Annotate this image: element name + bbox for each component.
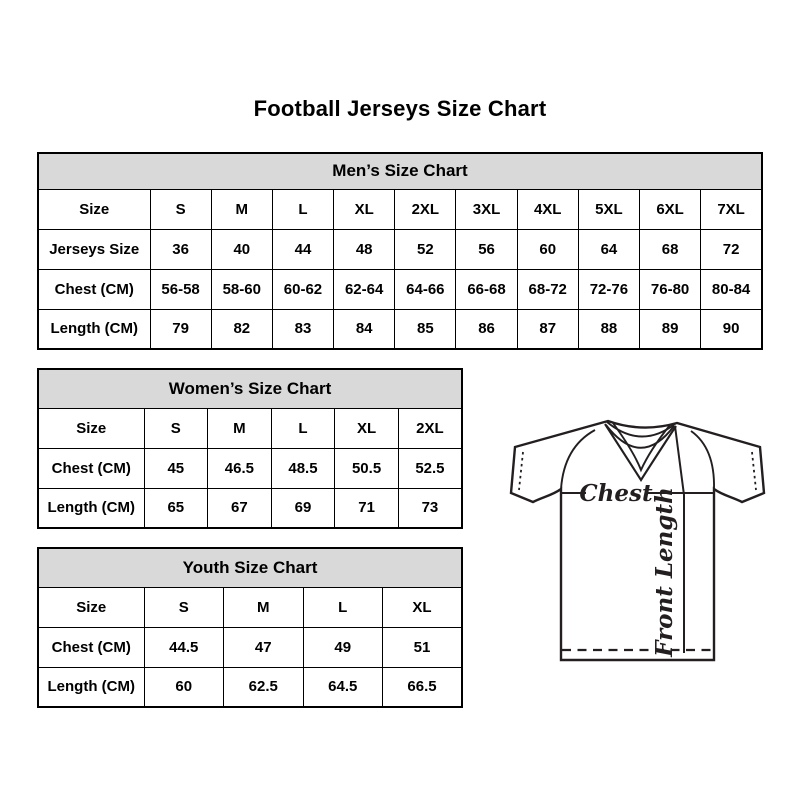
womens-size-chart-section	[37, 368, 463, 529]
value-cell: 73	[398, 488, 462, 528]
value-cell: 67	[208, 488, 272, 528]
value-cell: S	[144, 587, 224, 627]
womens-table-title: Women’s Size Chart	[38, 369, 462, 408]
value-cell: 72	[701, 229, 762, 269]
table-row	[38, 667, 462, 707]
value-cell: 66.5	[383, 667, 463, 707]
value-cell: XL	[335, 408, 399, 448]
value-cell: XL	[334, 189, 395, 229]
table-row	[38, 309, 762, 349]
value-cell: 60-62	[272, 269, 333, 309]
value-cell: 87	[517, 309, 578, 349]
value-cell: 62-64	[334, 269, 395, 309]
right-sleeve-seam	[691, 431, 714, 489]
value-cell: 79	[150, 309, 211, 349]
value-cell: 60	[517, 229, 578, 269]
right-cuff-stitch-line	[752, 452, 756, 490]
value-cell: 56	[456, 229, 517, 269]
value-cell: M	[211, 189, 272, 229]
value-cell: 36	[150, 229, 211, 269]
value-cell: M	[208, 408, 272, 448]
value-cell: XL	[383, 587, 463, 627]
table-row	[38, 448, 462, 488]
value-cell: 7XL	[701, 189, 762, 229]
row-label-cell: Jerseys Size	[38, 229, 150, 269]
youth-size-table	[37, 547, 463, 708]
value-cell: 48.5	[271, 448, 335, 488]
value-cell: 52.5	[398, 448, 462, 488]
value-cell: 40	[211, 229, 272, 269]
value-cell: 88	[578, 309, 639, 349]
table-row	[38, 488, 462, 528]
value-cell: 56-58	[150, 269, 211, 309]
value-cell: 84	[334, 309, 395, 349]
value-cell: 80-84	[701, 269, 762, 309]
value-cell: 64.5	[303, 667, 383, 707]
value-cell: 66-68	[456, 269, 517, 309]
value-cell: 72-76	[578, 269, 639, 309]
row-label-cell: Size	[38, 408, 144, 448]
value-cell: 48	[334, 229, 395, 269]
row-label-cell: Length (CM)	[38, 667, 144, 707]
value-cell: 2XL	[398, 408, 462, 448]
page-title: Football Jerseys Size Chart	[253, 96, 547, 121]
value-cell: 5XL	[578, 189, 639, 229]
value-cell: 90	[701, 309, 762, 349]
value-cell: 46.5	[208, 448, 272, 488]
row-label-cell: Size	[38, 189, 150, 229]
row-label-cell: Size	[38, 587, 144, 627]
value-cell: 44.5	[144, 627, 224, 667]
value-cell: S	[144, 408, 208, 448]
value-cell: 45	[144, 448, 208, 488]
value-cell: 62.5	[224, 667, 304, 707]
row-label-cell: Length (CM)	[38, 488, 144, 528]
value-cell: 47	[224, 627, 304, 667]
value-cell: 50.5	[335, 448, 399, 488]
value-cell: 2XL	[395, 189, 456, 229]
row-label-cell: Chest (CM)	[38, 269, 150, 309]
value-cell: 89	[640, 309, 701, 349]
jersey-measurement-diagram	[495, 400, 775, 670]
value-cell: 49	[303, 627, 383, 667]
table-row	[38, 229, 762, 269]
value-cell: M	[224, 587, 304, 627]
row-label-cell: Chest (CM)	[38, 627, 144, 667]
table-row	[38, 587, 462, 627]
table-row	[38, 408, 462, 448]
youth-size-chart-section	[37, 547, 463, 708]
value-cell: 6XL	[640, 189, 701, 229]
row-label-cell: Length (CM)	[38, 309, 150, 349]
table-row	[38, 269, 762, 309]
value-cell: 58-60	[211, 269, 272, 309]
jersey-outline-shape	[511, 421, 764, 660]
value-cell: 69	[271, 488, 335, 528]
value-cell: 82	[211, 309, 272, 349]
value-cell: 3XL	[456, 189, 517, 229]
chest-label: Chest	[579, 480, 653, 507]
value-cell: 65	[144, 488, 208, 528]
mens-size-table	[37, 152, 763, 350]
left-cuff-stitch-line	[519, 452, 523, 490]
value-cell: L	[271, 408, 335, 448]
value-cell: S	[150, 189, 211, 229]
value-cell: 51	[383, 627, 463, 667]
value-cell: 68	[640, 229, 701, 269]
value-cell: 60	[144, 667, 224, 707]
value-cell: 64	[578, 229, 639, 269]
mens-size-chart-section	[37, 152, 763, 350]
value-cell: 68-72	[517, 269, 578, 309]
value-cell: 85	[395, 309, 456, 349]
front-length-label: Front Length	[651, 487, 678, 657]
value-cell: 4XL	[517, 189, 578, 229]
value-cell: 44	[272, 229, 333, 269]
value-cell: 83	[272, 309, 333, 349]
value-cell: 86	[456, 309, 517, 349]
value-cell: 64-66	[395, 269, 456, 309]
value-cell: L	[272, 189, 333, 229]
value-cell: L	[303, 587, 383, 627]
value-cell: 52	[395, 229, 456, 269]
value-cell: 76-80	[640, 269, 701, 309]
womens-size-table	[37, 368, 463, 529]
table-row	[38, 189, 762, 229]
value-cell: 71	[335, 488, 399, 528]
mens-table-title: Men’s Size Chart	[38, 153, 762, 189]
youth-table-title: Youth Size Chart	[38, 548, 462, 587]
row-label-cell: Chest (CM)	[38, 448, 144, 488]
table-row	[38, 627, 462, 667]
